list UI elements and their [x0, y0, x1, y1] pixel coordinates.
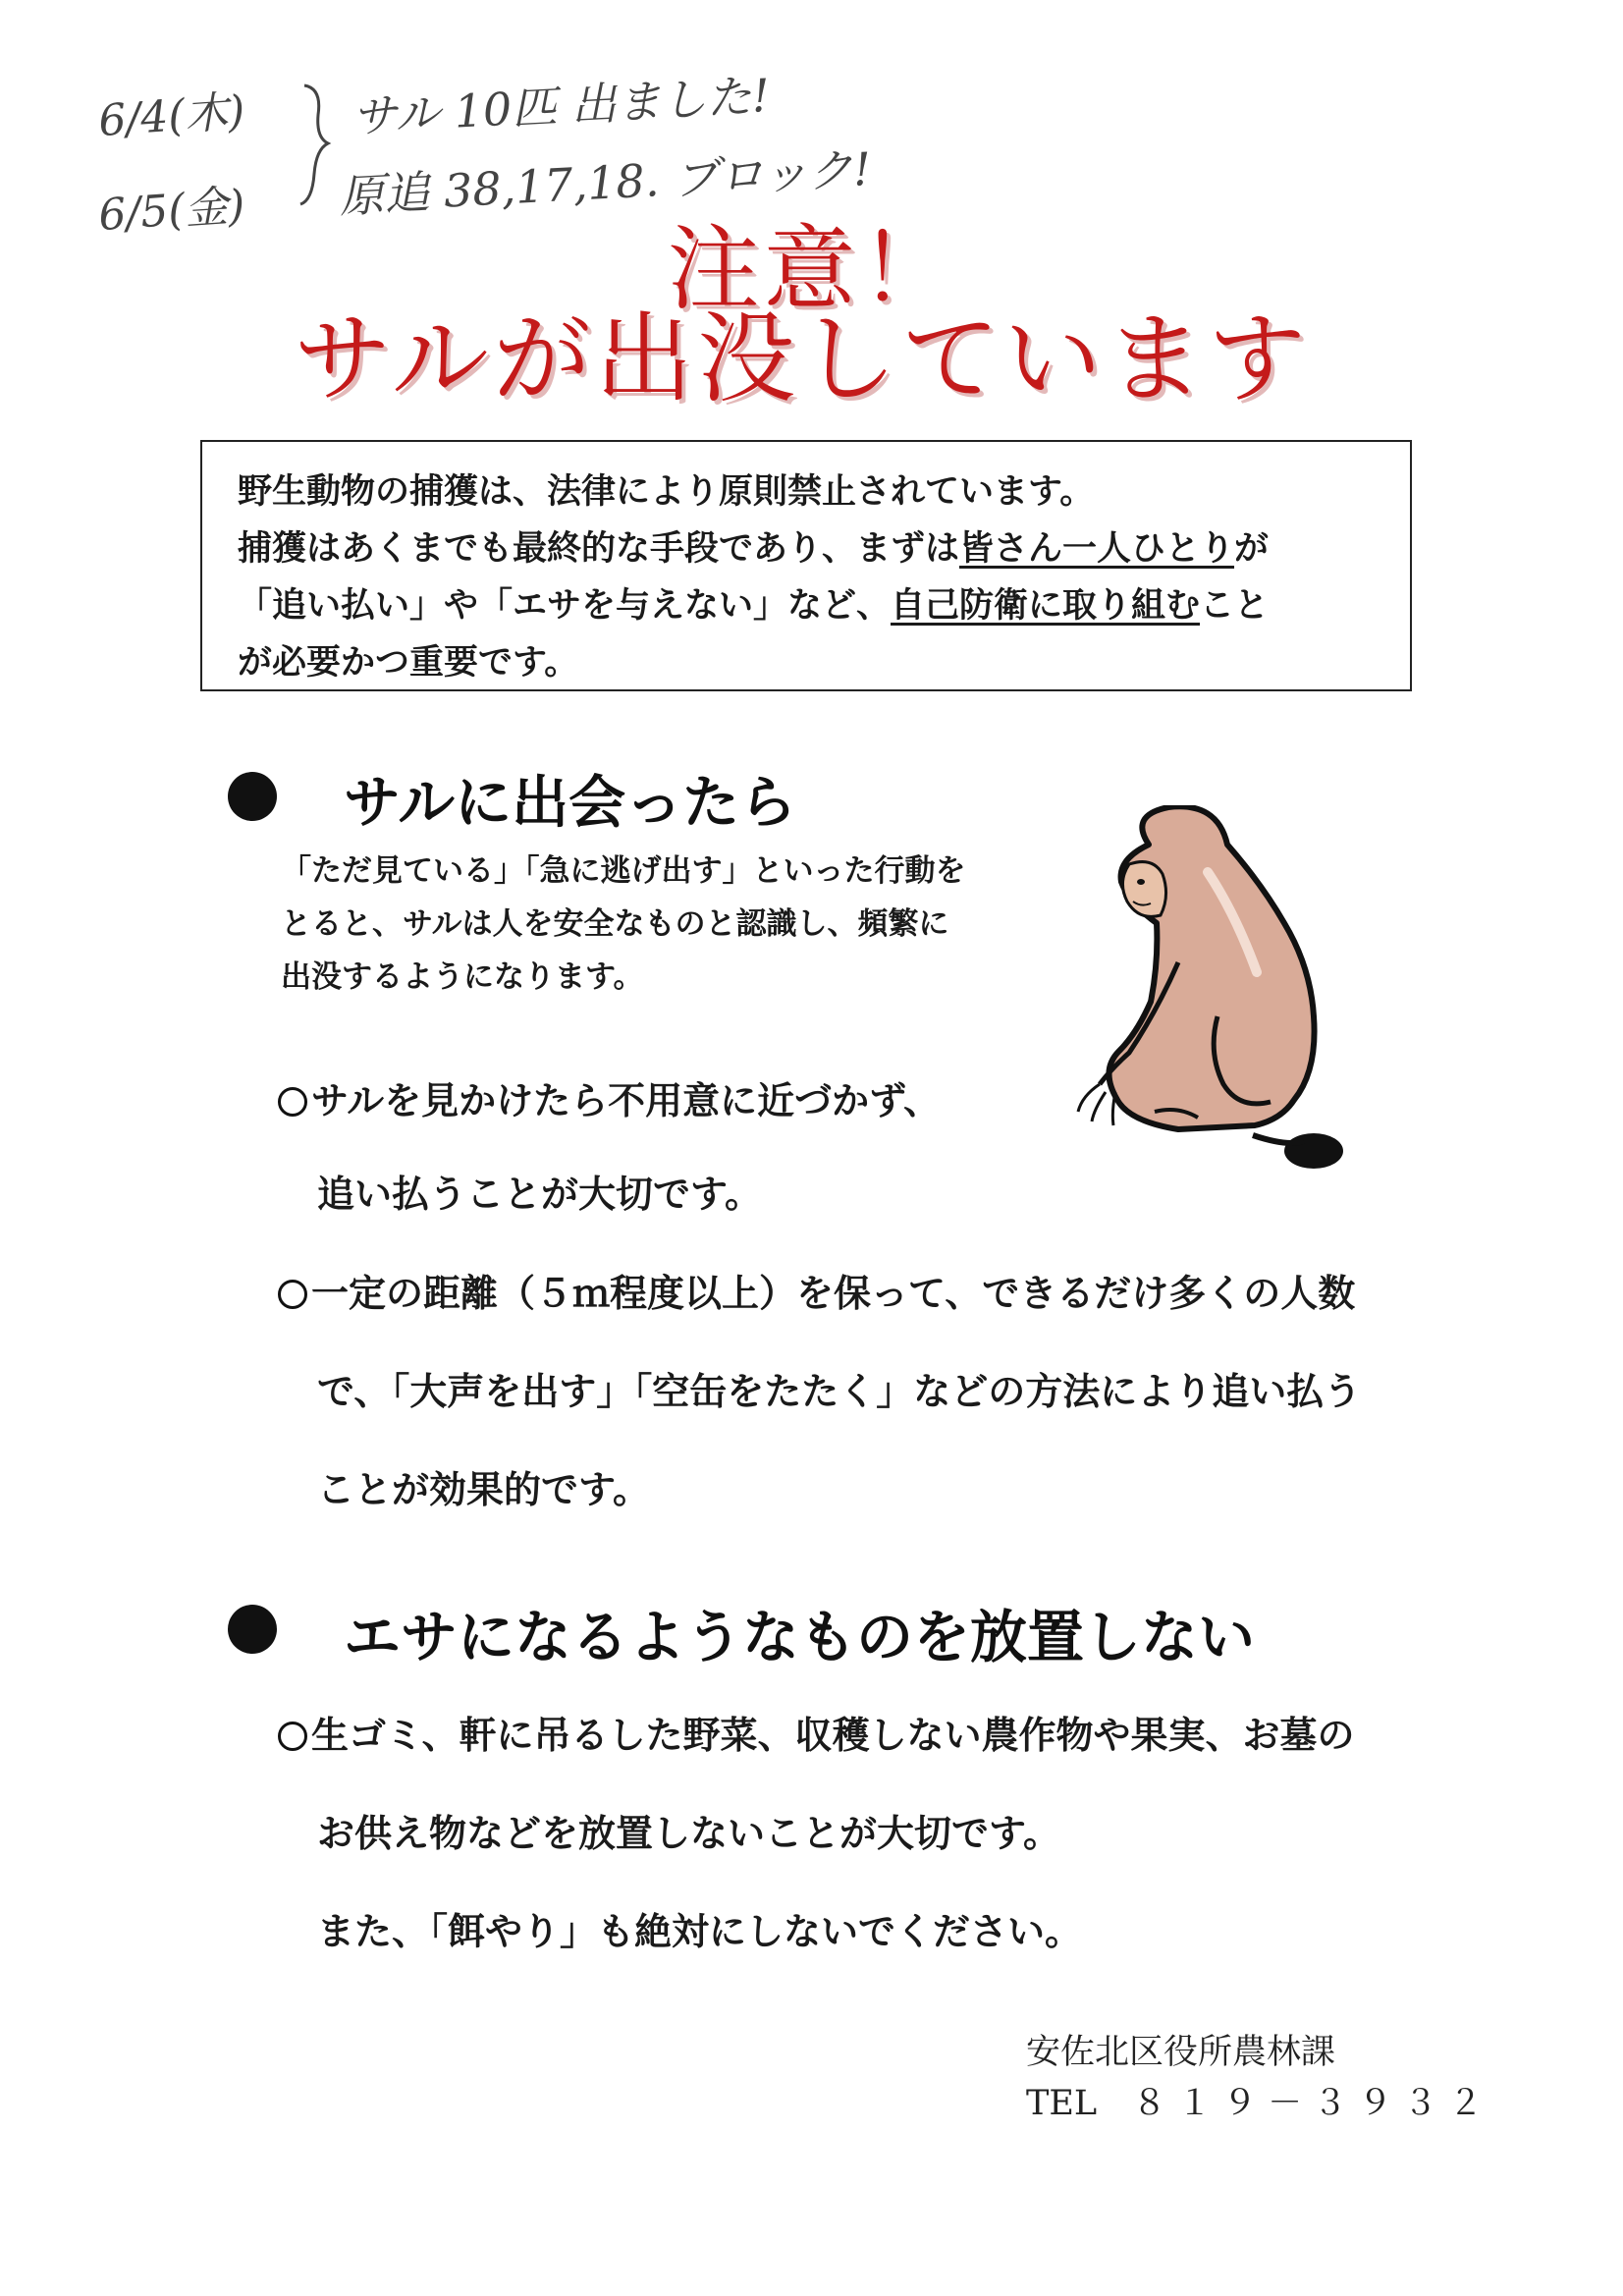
section-1-item-2 [278, 1263, 1355, 1317]
notice-line-2 [238, 520, 1410, 577]
monkey-illustration [1060, 805, 1365, 1178]
notice-line-3 [238, 577, 1410, 634]
section-2-item-1-cont2: また、「餌やり」も絶対にしないでください。 [317, 1910, 1083, 1953]
section-1-item-2-cont2: ことが効果的です。 [317, 1468, 650, 1511]
intro-line-2: とると、サルは人を安全なものと認識し、頻繁に [281, 906, 949, 942]
section-1-intro [281, 845, 1066, 1004]
notice-text: 捕獲はあくまでも最終的な手段であり、まずは [238, 529, 960, 569]
filled-circle-icon [228, 1605, 277, 1654]
handwritten-note-2: 原追 38,17,18. ブロック! [338, 141, 873, 224]
notice-text: が [1234, 529, 1270, 569]
section-1-item-1-cont: 追い払うことが大切です。 [317, 1173, 762, 1216]
section-1-item-2-cont: で、「大声を出す」「空缶をたたく」などの方法により追い払う [317, 1370, 1362, 1413]
footer-office: 安佐北区役所農林課 [1026, 2033, 1336, 2072]
intro-line-1: 「ただ見ている」「急に逃げ出す」といった行動を [281, 853, 966, 889]
section-2-item-1-cont: お供え物などを放置しないことが大切です。 [317, 1812, 1060, 1855]
tel-number: ８１９－３９３２ [1132, 2084, 1494, 2123]
notice-box [200, 440, 1412, 691]
notice-underlined-text: 自己防衛に取り組む [891, 586, 1201, 626]
open-circle-icon [278, 1280, 307, 1309]
section-2-item-1 [278, 1705, 1354, 1759]
notice-text: が必要かつ重要です。 [238, 643, 579, 683]
item-text: 一定の距離（５ｍ程度以上）を保って、できるだけ多くの人数 [311, 1272, 1356, 1315]
item-text: サルを見かけたら不用意に近づかず、 [311, 1079, 942, 1122]
open-circle-icon [278, 1722, 307, 1751]
title-line-2: サルが出没しています [294, 301, 1310, 416]
handwritten-date-2: 6/5(金) [96, 180, 247, 242]
filled-circle-icon [228, 772, 277, 821]
intro-line-3: 出没するようになります。 [281, 959, 644, 995]
section-2-heading: エサになるようなものを放置しない [344, 1604, 1256, 1670]
tel-label: TEL [1026, 2084, 1098, 2123]
open-circle-icon [278, 1087, 307, 1117]
footer-tel [1026, 2076, 1493, 2125]
notice-text: 野生動物の捕獲は、法律により原則禁止されています。 [238, 472, 1095, 512]
handwritten-brace-icon [295, 81, 334, 208]
handwritten-note-1: サル 10匹 出ました! [351, 68, 772, 144]
notice-text: 「追い払い」や「エサを与えない」など、 [238, 586, 892, 626]
notice-text: こと [1200, 586, 1270, 626]
notice-underlined-text: 皆さん一人ひとり [959, 529, 1235, 569]
title-line-1: 注意！ [667, 216, 956, 323]
handwritten-date-1: 6/4(木) [96, 85, 247, 147]
notice-line-1 [238, 464, 1410, 520]
item-text: 生ゴミ、軒に吊るした野菜、収穫しない農作物や果実、お墓の [311, 1714, 1355, 1757]
section-1-item-1 [278, 1070, 941, 1124]
section-1-heading: サルに出会ったら [344, 769, 797, 836]
notice-line-4 [238, 634, 1410, 691]
